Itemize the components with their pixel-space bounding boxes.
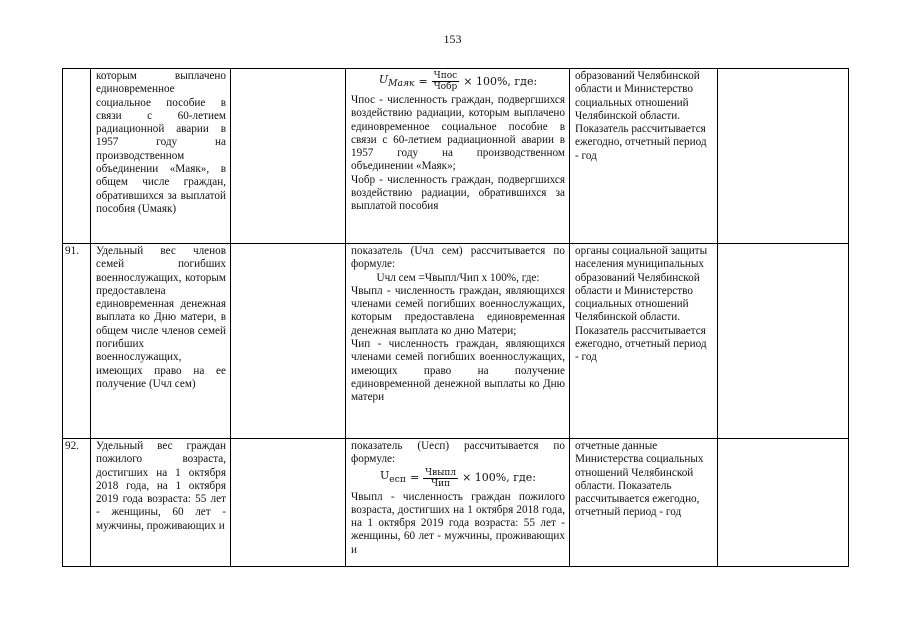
indicators-table [62, 68, 849, 567]
extra-cell [718, 244, 849, 439]
method-text: Чвыпл - численность граждан пожилого возраста, достигших на 1 октября 2018 года, на 1 октября 2019 года возраста: 55 лет - женщины, 60 лет - мужчины, проживающих и [351, 490, 565, 556]
table-row [63, 244, 849, 439]
method-intro: показатель (Uесп) рассчитывается по формуле: [351, 440, 565, 466]
row-number [63, 69, 91, 244]
source-cell [231, 69, 346, 244]
extra-cell [718, 439, 849, 567]
method-cell [346, 244, 570, 439]
row-number: 91. [63, 244, 91, 439]
organization-cell [570, 244, 718, 439]
organization-text: органы социальной защиты населения муниципальных образований Челябинской области и Министерство социальных отношений Челябинской области. Показатель рассчитывается ежегодно, отчетный период - год [575, 245, 708, 364]
formula-rhs: × 100%, где: [463, 74, 538, 88]
extra-cell [718, 69, 849, 244]
indicator-name: Удельный вес членов семей погибших военнослужащих, которым предоставлена единовременная денежная выплата ко Дню матери, в общем числе членов семей погибших военнослужащих, имеющих право на ее получение (Uчл сем) [96, 245, 226, 390]
formula-fraction: $\frac{\text{Чпос}}{\text{Чобр}}$ [433, 71, 458, 92]
formula: $U_{есп}$ = $\frac{\text{Чвыпл}}{\text{Чип}}$ × 100%, где: [380, 467, 536, 489]
method-text: Чобр - численность граждан, подвергшихся воздействию радиации, обратившихся за выплатой пособия [351, 173, 565, 213]
formula: Uчл сем =Чвыпл/Чип x 100%, где: [376, 271, 540, 284]
organization-text: образований Челябинской области и Министерство социальных отношений Челябинской области. Показатель рассчитывается ежегодно, отчетный период - год [575, 70, 707, 162]
table-row [63, 439, 849, 567]
indicator-name-cell [91, 244, 231, 439]
formula-fraction: $\frac{\text{Чвыпл}}{\text{Чип}}$ [425, 467, 457, 489]
formula-rhs: × 100%, где: [462, 471, 536, 485]
formula: $U_{Маяк}$ = $\frac{\text{Чпос}}{\text{Чобр}}$ × 100%, где: [378, 71, 538, 92]
method-intro: показатель (Uчл сем) рассчитывается по формуле: [351, 245, 565, 271]
method-text: Чип - численность граждан, являющихся членами семей погибших военнослужащих, имеющих право на получение единовременной денежной выплаты ко Дню матери [351, 338, 565, 404]
page-number: 153 [443, 32, 462, 46]
indicator-name: Удельный вес граждан пожилого возраста, достигших на 1 октября 2018 года, на 1 октября 2019 года возраста: 55 лет - женщины, 60 лет - мужчины, проживающих и [96, 440, 226, 532]
formula-lhs: $U_{Маяк}$ [378, 72, 415, 89]
method-cell [346, 439, 570, 567]
source-cell [231, 244, 346, 439]
table-row [63, 69, 849, 244]
indicator-name-cell [91, 69, 231, 244]
organization-cell [570, 69, 718, 244]
method-text: Чвыпл - численность граждан, являющихся членами семей погибших военнослужащих, которым предоставлена единовременная денежная выплата ко дню Матери; [351, 284, 565, 337]
organization-text: отчетные данные Министерства социальных отношений Челябинской области. Показатель рассчитывается ежегодно, отчетный период - год [575, 440, 704, 519]
row-number: 92. [63, 439, 91, 567]
method-text: Чпос - численность граждан, подвергшихся воздействию радиации, которым выплачено единовременное социальное пособие в связи с 60-летием радиационной аварии в 1957 году на производственном объединении «Маяк»; [351, 94, 565, 173]
method-cell [346, 69, 570, 244]
formula-lhs: $U_{есп}$ [380, 469, 406, 486]
indicator-name-cell [91, 439, 231, 567]
indicator-name: которым выплачено единовременное социальное пособие в связи с 60-летием радиационной аварии в 1957 году на производственном объединении «Маяк», в общем числе граждан, обратившихся за выплатой пособия (Uмаяк) [96, 70, 226, 215]
organization-cell [570, 439, 718, 567]
source-cell [231, 439, 346, 567]
